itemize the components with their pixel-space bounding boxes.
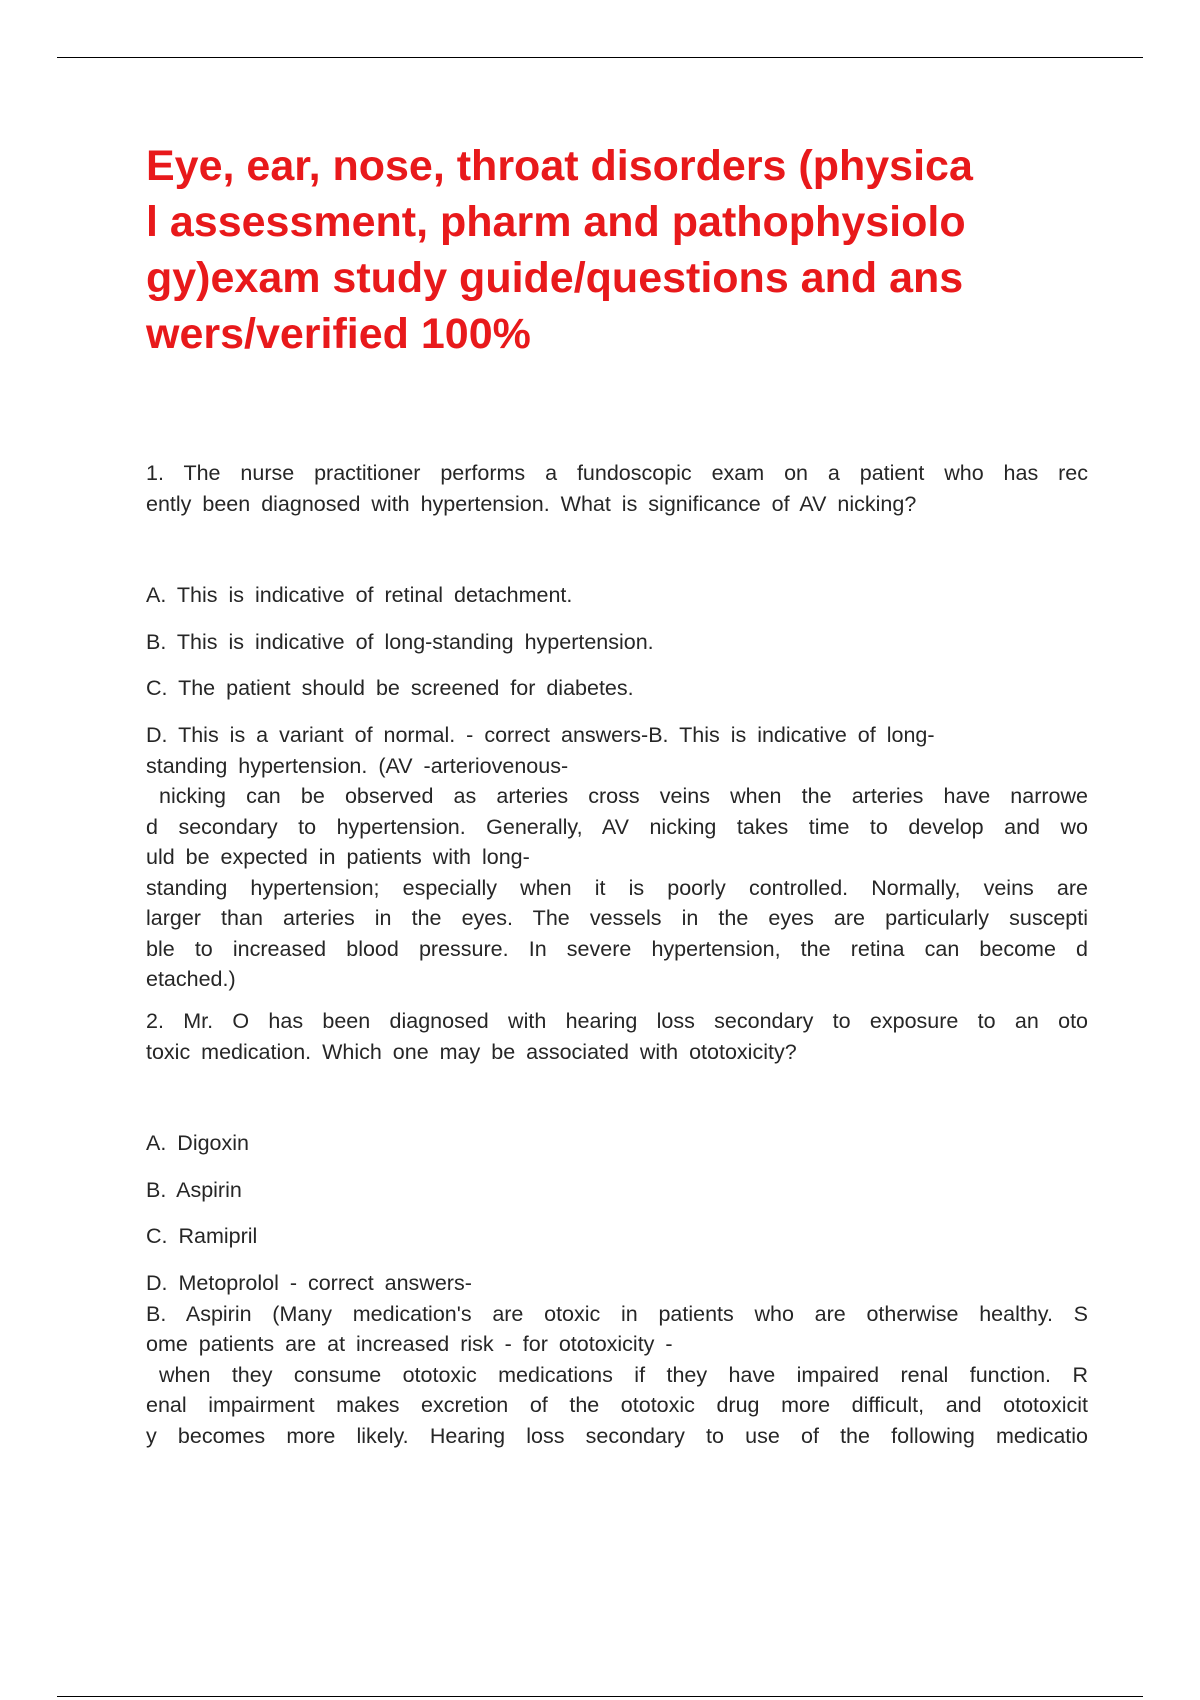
answer-line: when they consume ototoxic medications if they have impaired renal function. R bbox=[159, 1362, 1088, 1387]
option-a: A. This is indicative of retinal detachment. bbox=[146, 583, 573, 607]
answer-line: uld be expected in patients with long- bbox=[146, 845, 530, 869]
option-c: C. The patient should be screened for diabetes. bbox=[146, 676, 634, 700]
option-a: A. Digoxin bbox=[146, 1131, 249, 1155]
question-2-options bbox=[146, 1128, 1088, 1268]
answer-line: ome patients are at increased risk - for ototoxicity - bbox=[146, 1332, 673, 1356]
answer-line: nicking can be observed as arteries cross veins when the arteries have narrowe bbox=[159, 784, 1088, 808]
answer-line: standing hypertension; especially when it is poorly controlled. Normally, veins are bbox=[146, 875, 1088, 900]
question-1-options bbox=[146, 580, 1088, 720]
answer-line: etached.) bbox=[146, 967, 236, 991]
answer-line: B. Aspirin (Many medication's are otoxic in patients who are otherwise healthy. S bbox=[146, 1301, 1088, 1326]
question-1-answer bbox=[146, 720, 1088, 995]
top-rule bbox=[57, 57, 1143, 58]
document-title bbox=[146, 138, 1088, 362]
question-line: ently been diagnosed with hypertension. What is significance of AV nicking? bbox=[146, 491, 917, 516]
answer-line: D. Metoprolol - correct answers- bbox=[146, 1271, 472, 1295]
answer-line: enal impairment makes excretion of the ototoxic drug more difficult, and ototoxicit bbox=[146, 1393, 1088, 1417]
answer-line: ble to increased blood pressure. In severe hypertension, the retina can become d bbox=[146, 936, 1088, 961]
title-line: gy)exam study guide/questions and ans bbox=[146, 254, 964, 302]
bottom-rule bbox=[57, 1696, 1143, 1697]
question-2-answer bbox=[146, 1268, 1088, 1451]
title-line: l assessment, pharm and pathophysiolo bbox=[146, 198, 966, 246]
question-2-text bbox=[146, 1006, 1088, 1067]
answer-line: standing hypertension. (AV -arteriovenous- bbox=[146, 753, 569, 778]
option-b: B. Aspirin bbox=[146, 1177, 242, 1202]
answer-line: y becomes more likely. Hearing loss secondary to use of the following medicatio bbox=[146, 1423, 1088, 1448]
answer-line: larger than arteries in the eyes. The vessels in the eyes are particularly suscepti bbox=[146, 906, 1088, 930]
option-c: C. Ramipril bbox=[146, 1224, 258, 1248]
question-1-text bbox=[146, 458, 1088, 519]
answer-line: D. This is a variant of normal. - correct answers-B. This is indicative of long- bbox=[146, 723, 935, 747]
title-line: wers/verified 100% bbox=[146, 310, 531, 358]
document-page bbox=[146, 138, 1088, 1448]
option-b: B. This is indicative of long-standing hypertension. bbox=[146, 629, 654, 654]
title-line: Eye, ear, nose, throat disorders (physica bbox=[146, 142, 973, 190]
question-line: 2. Mr. O has been diagnosed with hearing loss secondary to exposure to an oto bbox=[146, 1009, 1088, 1033]
answer-line: d secondary to hypertension. Generally, AV nicking takes time to develop and wo bbox=[146, 814, 1088, 839]
question-line: 1. The nurse practitioner performs a fundoscopic exam on a patient who has rec bbox=[146, 461, 1088, 485]
question-line: toxic medication. Which one may be associated with ototoxicity? bbox=[146, 1039, 797, 1064]
